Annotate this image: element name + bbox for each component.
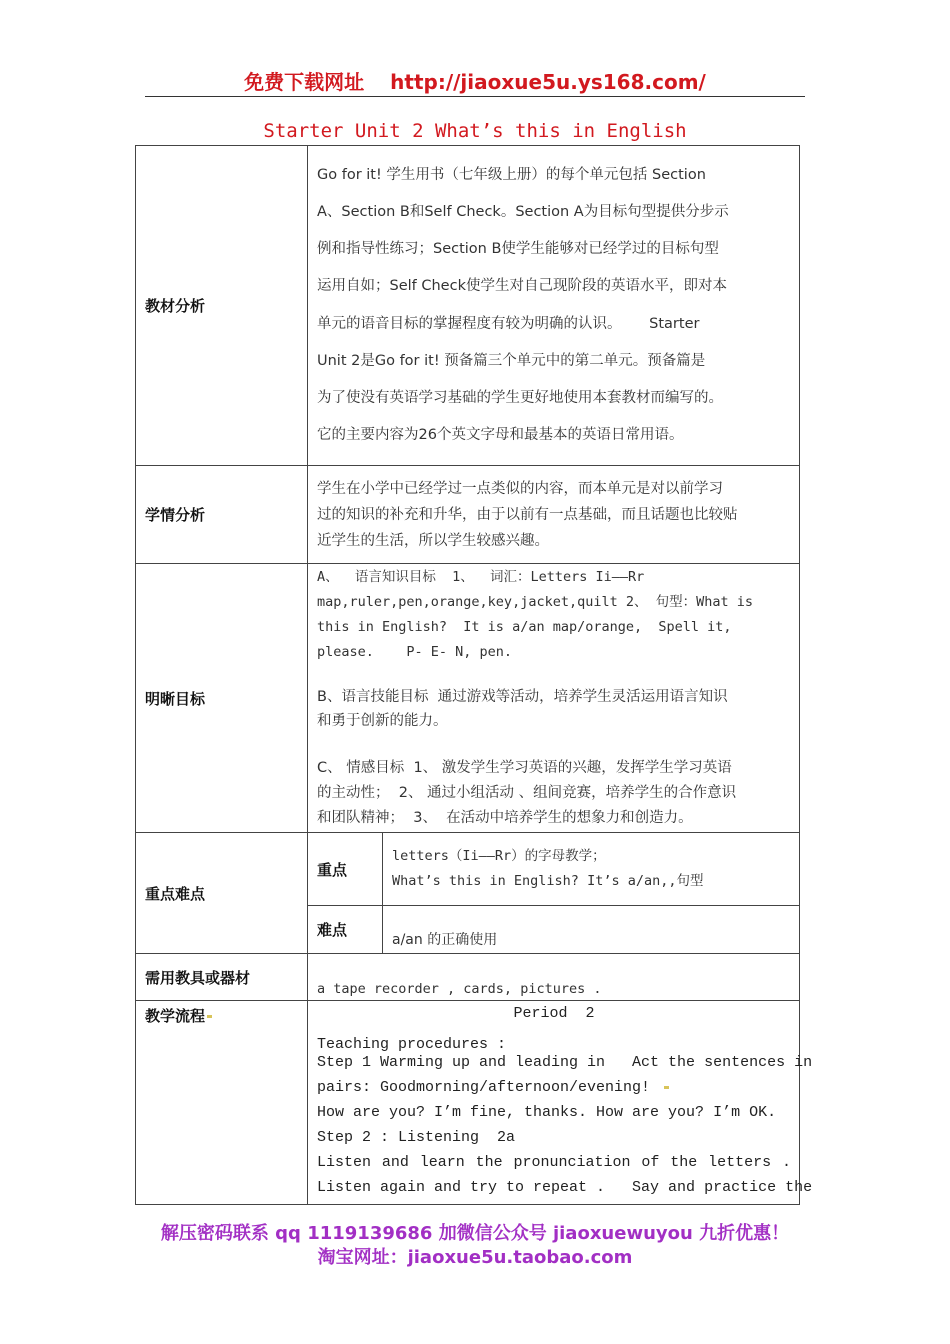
text-line: Listen again and try to repeat . Say and practice the — [317, 1179, 813, 1196]
label-process — [136, 1001, 308, 1205]
text-line: What’s this in English? It’s a/an,,句型 — [392, 873, 704, 889]
text-line: Step 1 Warming up and leading in Act the sentences in — [317, 1054, 813, 1071]
tools-text — [308, 954, 800, 1001]
header-rule — [145, 96, 805, 97]
text-line: 学生在小学中已经学过一点类似的内容，而本单元是对以前学习 — [317, 480, 723, 497]
row-learners — [136, 466, 800, 564]
text-line: 的主动性； 2、 通过小组活动 、组间竞赛，培养学生的合作意识 — [317, 784, 737, 801]
label-tools: 需用教具或器材 — [136, 954, 308, 1001]
text-line: pairs: Goodmorning/afternoon/evening! — [317, 1079, 651, 1096]
label-focus: 重点 — [308, 833, 383, 906]
goals-text — [308, 564, 800, 833]
label-keypoints: 重点难点 — [136, 833, 308, 954]
period-title: Period 2 — [513, 1005, 595, 1022]
text-line: 近学生的生活，所以学生较感兴趣。 — [317, 532, 549, 549]
text-line: Unit 2是Go for it! 预备篇三个单元中的第二单元。预备篇是 — [317, 352, 706, 369]
difficult-text — [383, 906, 800, 954]
label-difficult: 难点 — [308, 906, 383, 954]
label-goals: 明晰目标 — [136, 564, 308, 833]
text-line: a/an 的正确使用 — [392, 932, 498, 948]
text-line-wrap — [317, 1072, 791, 1104]
edit-mark-icon — [207, 1015, 212, 1018]
text-line: 运用自如；Self Check使学生对自己现阶段的英语水平，即对本 — [317, 278, 727, 295]
text-line: Teaching procedures : — [317, 1036, 507, 1053]
page-title: Starter Unit 2 What’s this in English — [263, 120, 687, 142]
text-line: map,ruler,pen,orange,key,jacket,quilt 2、 句型：What is — [317, 594, 754, 611]
text-line: 它的主要内容为26个英文字母和最基本的英语日常用语。 — [317, 427, 684, 444]
label-process-text: 教学流程 — [145, 1007, 206, 1025]
text-line: a tape recorder , cards, pictures . — [317, 981, 602, 997]
text-line: please. P- E- N, pen. — [317, 643, 513, 660]
text-line: A、 语言知识目标 1、 词汇：Letters Ii——Rr — [317, 569, 645, 586]
lesson-plan-table — [135, 145, 813, 1205]
edit-mark-icon — [664, 1086, 669, 1089]
text-line: 例和指导性练习；Section B使学生能够对已经学过的目标句型 — [317, 241, 719, 258]
focus-text — [383, 833, 800, 906]
row-keypoints-focus — [136, 833, 800, 906]
row-tools — [136, 954, 800, 1001]
download-header — [0, 66, 950, 95]
text-line: this in English? It is a/an map/orange, Spell it, — [317, 619, 732, 635]
text-line: C、 情感目标 1、 激发学生学习英语的兴趣，发挥学生学习英语 — [317, 760, 732, 777]
material-analysis-text — [308, 146, 800, 466]
footer-contact: 解压密码联系 qq 1119139686 加微信公众号 jiaoxuewuyou 九折优惠！ — [160, 1223, 790, 1244]
header-left-text: 免费下载网址 — [244, 70, 365, 94]
text-line: 和勇于创新的能力。 — [317, 713, 448, 730]
row-process — [136, 1001, 800, 1205]
text-line: Listen and learn the pronunciation of the letters . — [317, 1154, 792, 1171]
text-line: letters（Ii——Rr）的字母教学； — [392, 848, 606, 864]
text-line: 过的知识的补充和升华，由于以前有一点基础，而且话题也比较贴 — [317, 506, 738, 523]
text-line: A、Section B和Self Check。Section A为目标句型提供分步示 — [317, 203, 729, 220]
text-line: 单元的语音目标的掌握程度有较为明确的认识。 Starter — [317, 315, 700, 332]
row-material — [136, 146, 800, 466]
text-line: How are you? I’m fine, thanks. How are you? I’m OK. — [317, 1104, 777, 1121]
text-line: 和团队精神； 3、 在活动中培养学生的想象力和创造力。 — [317, 809, 693, 826]
learner-analysis-text — [308, 466, 800, 564]
row-goals — [136, 564, 800, 833]
label-material: 教材分析 — [136, 146, 308, 466]
process-text — [308, 1001, 813, 1205]
text-line: Step 2 : Listening 2a — [317, 1129, 516, 1146]
header-url-link[interactable]: http://jiaoxue5u.ys168.com/ — [390, 70, 706, 94]
text-line: Go for it! 学生用书（七年级上册）的每个单元包括 Section — [317, 166, 706, 183]
text-line: 为了使没有英语学习基础的学生更好地使用本套教材而编写的。 — [317, 389, 723, 406]
label-learners: 学情分析 — [136, 466, 308, 564]
text-line: B、语言技能目标 通过游戏等活动，培养学生灵活运用语言知识 — [317, 688, 728, 705]
footer-taobao-link[interactable]: 淘宝网址：jiaoxue5u.taobao.com — [317, 1247, 633, 1268]
